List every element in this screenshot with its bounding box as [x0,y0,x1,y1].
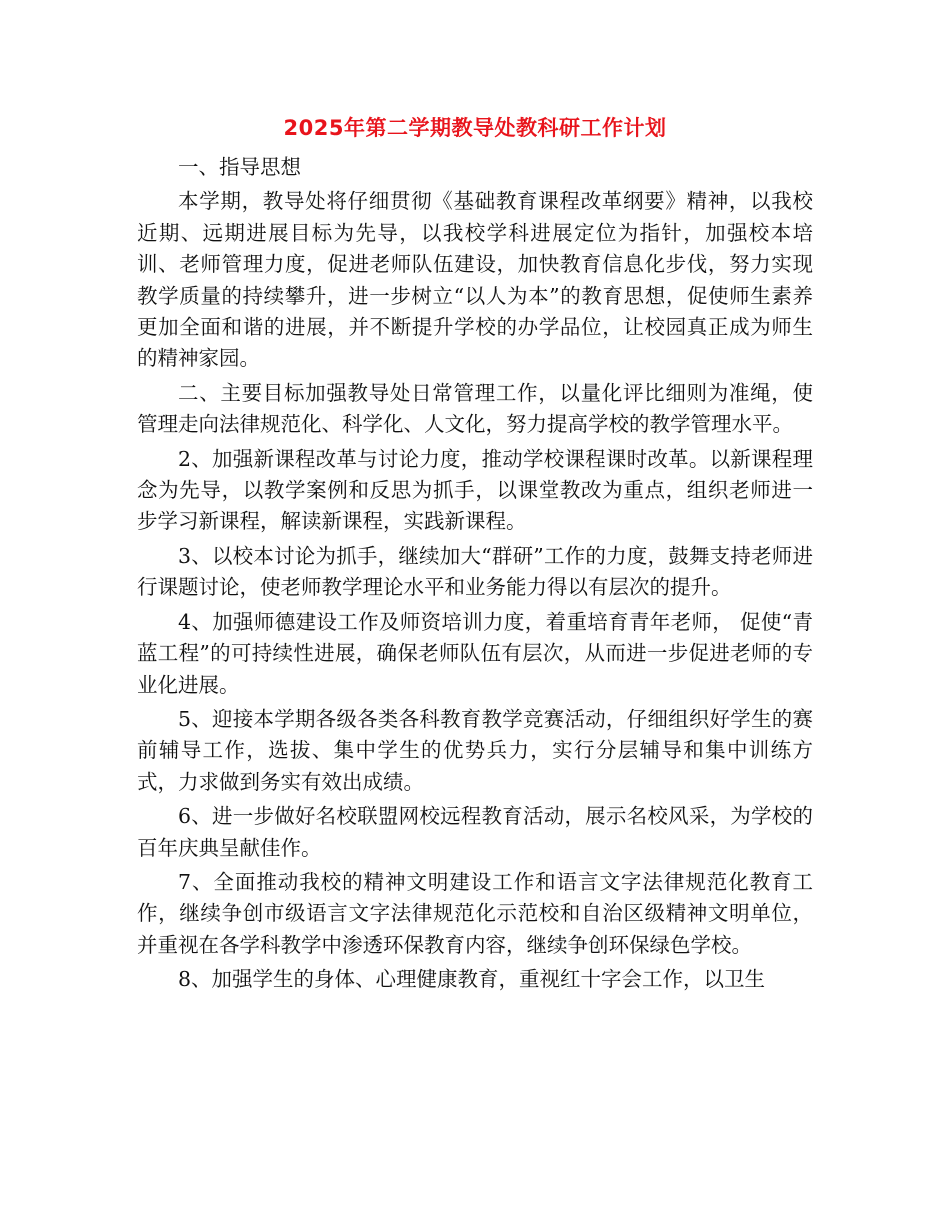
paragraph-item-3: 3、以校本讨论为抓手，继续加大“群研”工作的力度，鼓舞支持老师进行课题讨论，使老师教学理论水平和业务能力得以有层次的提升。 [137,543,813,600]
paragraph-main-goals: 二、主要目标加强教导处日常管理工作，以量化评比细则为准绳，使管理走向法律规范化、科学化、人文化，努力提高学校的教学管理水平。 [137,380,813,437]
paragraph-item-2: 2、加强新课程改革与讨论力度，推动学校课程课时改革。以新课程理念为先导，以教学案例和反思为抓手，以课堂教改为重点，组织老师进一步学习新课程，解读新课程，实践新课程。 [137,446,813,534]
section-heading-guiding-thought: 一、指导思想 [178,155,301,179]
paragraph-item-6: 6、进一步做好名校联盟网校远程教育活动，展示名校风采，为学校的百年庆典呈献佳作。 [137,804,813,860]
paragraph-item-7: 7、全面推动我校的精神文明建设工作和语言文字法律规范化教育工作，继续争创市级语言文字法律规范化示范校和自治区级精神文明单位，并重视在各学科教学中渗透环保教育内容，继续争创环保绿色学校。 [137,869,813,957]
document-title: 2025年第二学期教导处教科研工作计划 [283,116,667,140]
paragraph-item-4: 4、加强师德建设工作及师资培训力度，着重培育青年老师， 促使“青蓝工程”的可持续性进展，确保老师队伍有层次，从而进一步促进老师的专业化进展。 [137,609,813,697]
paragraph-item-5: 5、迎接本学期各级各类各科教育教学竞赛活动，仔细组织好学生的赛前辅导工作，选拔、集中学生的优势兵力，实行分层辅导和集中训练方式，力求做到务实有效出成绩。 [137,706,813,794]
paragraph-guiding-thought: 本学期，教导处将仔细贯彻《基础教育课程改革纲要》精神，以我校近期、远期进展目标为先导，以我校学科进展定位为指针，加强校本培训、老师管理力度，促进老师队伍建设，加快教育信息化步伐，努力实现教学质量的持续攀升，进一步树立“以人为本”的教育思想，促使师生素养更加全面和谐的进展，并不断提升学校的办学品位，让校园真正成为师生的精神家园。 [137,189,813,371]
document-body [137,152,813,999]
paragraph-item-8: 8、加强学生的身体、心理健康教育，重视红十字会工作，以卫生 [178,967,766,992]
